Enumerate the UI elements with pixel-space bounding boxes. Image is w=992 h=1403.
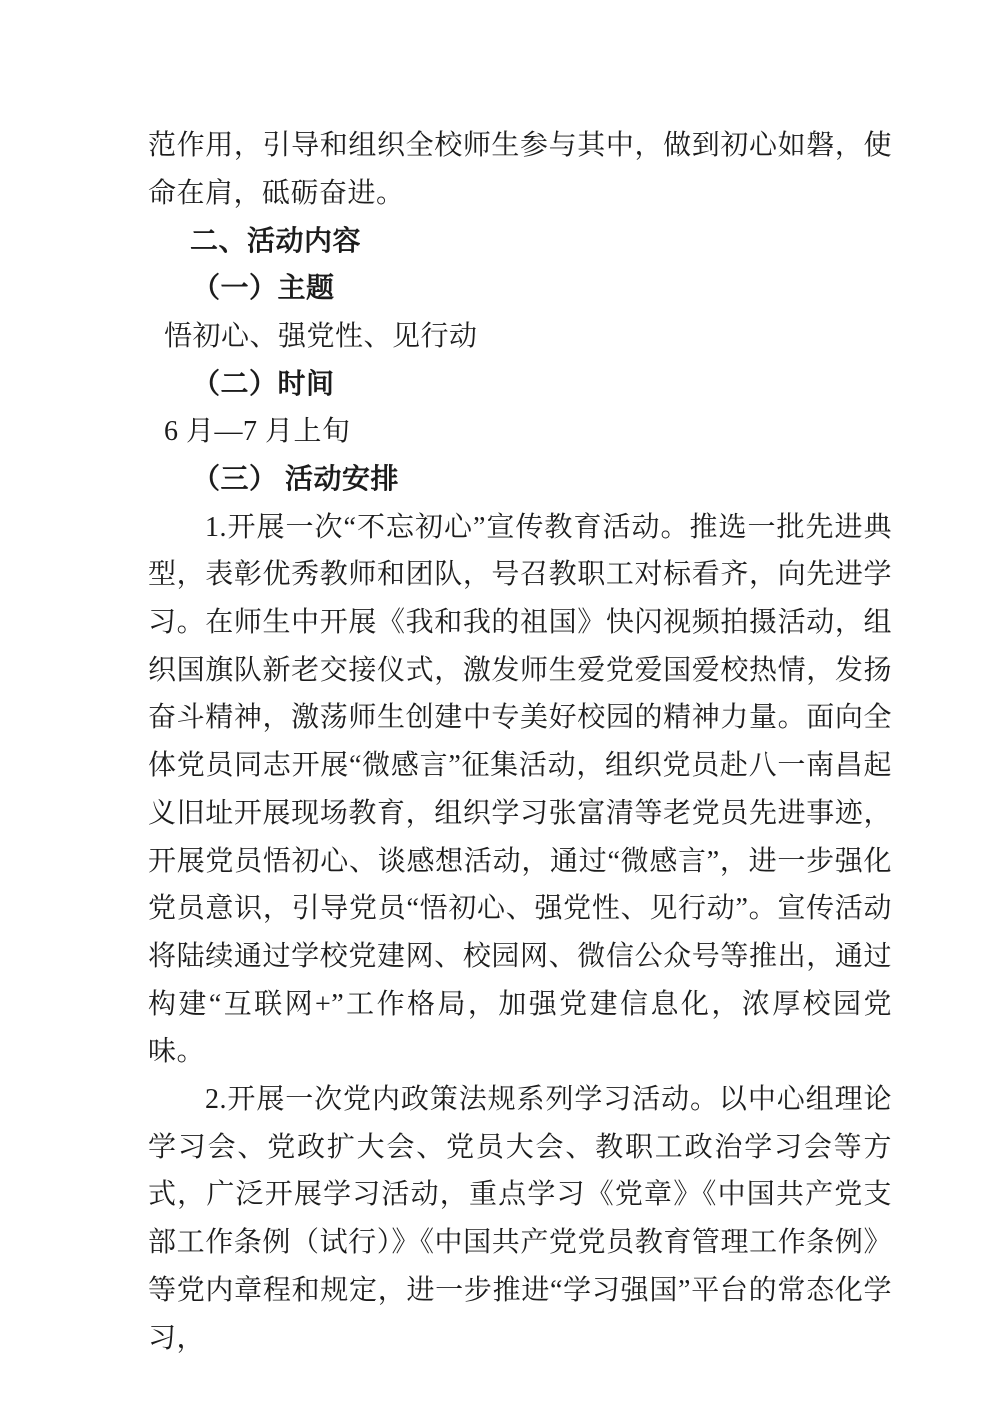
- section-heading-activity-content: 二、活动内容: [190, 225, 362, 257]
- theme-text: 悟初心、强党性、见行动: [164, 320, 478, 352]
- subheading-theme: （一）主题: [192, 273, 335, 305]
- body-text-continued: 范作用，引导和组织全校师生参与其中，做到初心如磐，使命在肩，砥砺奋进。: [148, 130, 892, 209]
- paragraph-activity-1: 1.开展一次“不忘初心”宣传教育活动。推选一批先进典型，表彰优秀教师和团队，号召教职工对标看齐，向先进学习。在师生中开展《我和我的祖国》快闪视频拍摄活动，组织国旗队新老交接仪式，激发师生爱党爱国爱校热情，发扬奋斗精神，激荡师生创建中专美好校园的精神力量。面向全体党员同志开展“微感言”征集活动，组织党员赴八一南昌起义旧址开展现场教育，组织学习张富清等老党员先进事迹，开展党员悟初心、谈感想活动，通过“微感言”，进一步强化党员意识，引导党员“悟初心、强党性、见行动”。宣传活动将陆续通过学校党建网、校园网、微信公众号等推出，通过构建“互联网+”工作格局，加强党建信息化，浓厚校园党味。: [148, 511, 892, 1068]
- subheading-time: （二）时间: [192, 368, 335, 400]
- time-text: 6 月—7 月上旬: [164, 416, 351, 448]
- subheading-arrangement: （三） 活动安排: [192, 463, 400, 495]
- paragraph-activity-2: 2.开展一次党内政策法规系列学习活动。以中心组理论学习会、党政扩大会、党员大会、教职工政治学习会等方式，广泛开展学习活动，重点学习《党章》《中国共产党支部工作条例（试行）》《中国共产党党员教育管理工作条例》等党内章程和规定，进一步推进“学习强国”平台的常态化学习，: [148, 1084, 892, 1354]
